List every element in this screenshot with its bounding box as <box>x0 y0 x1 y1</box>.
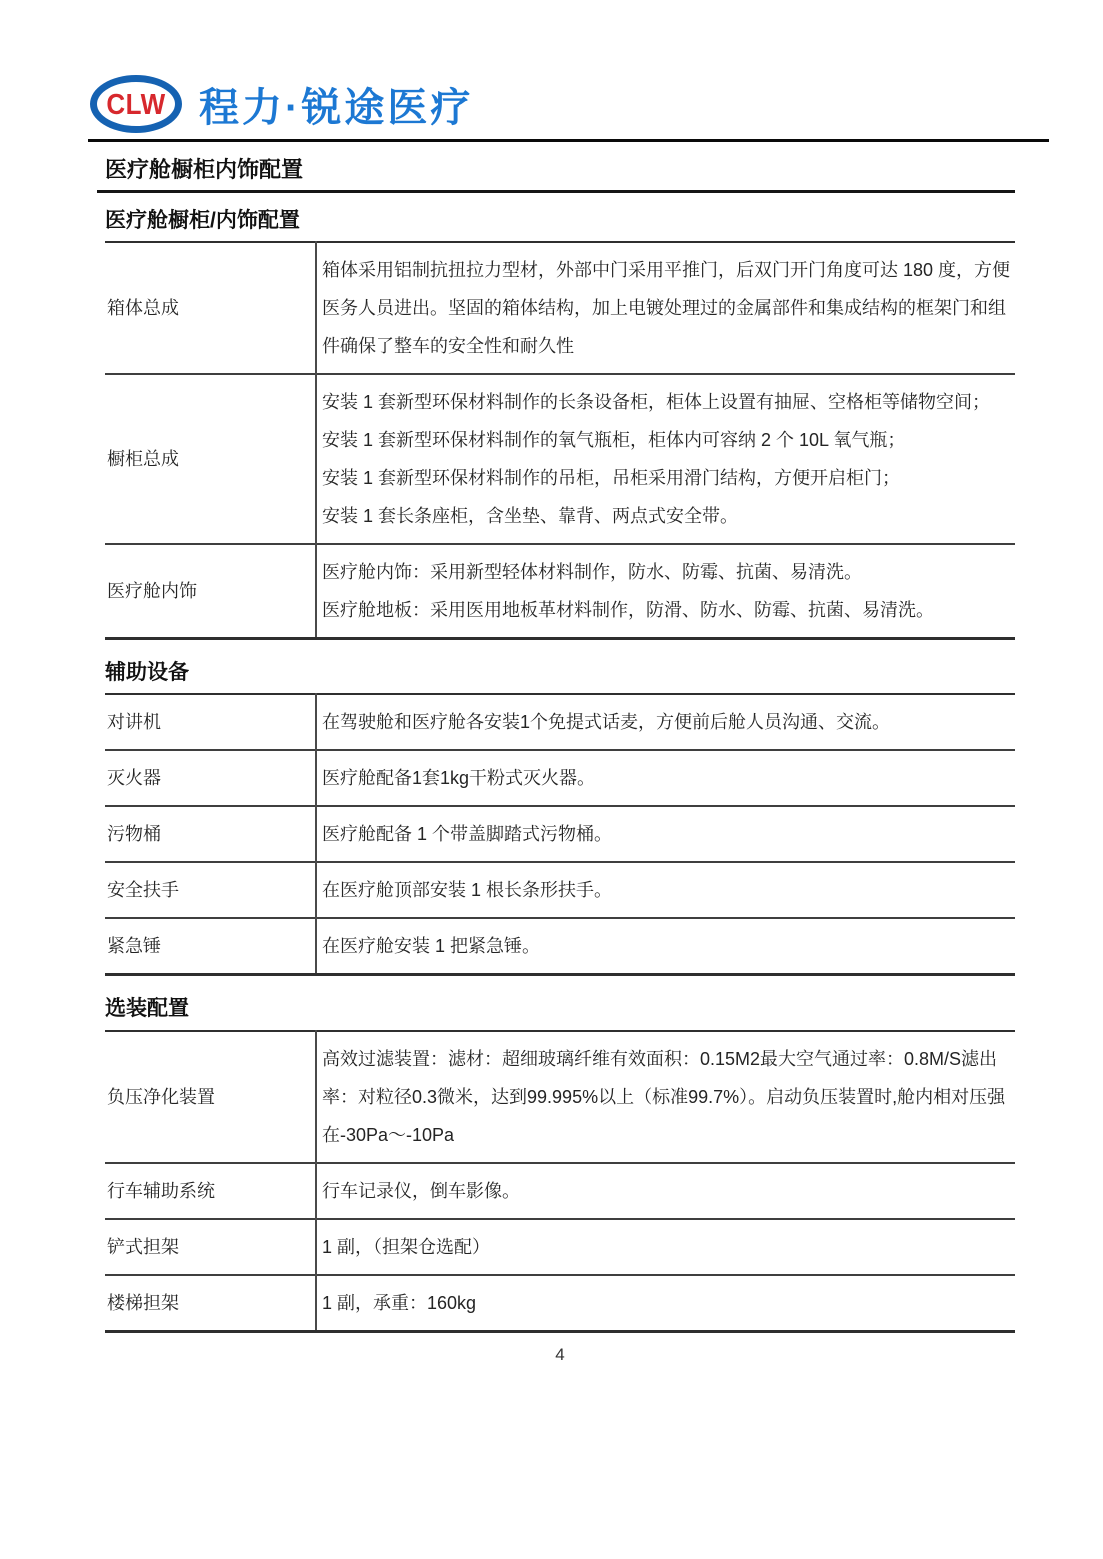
row-value <box>316 1275 1015 1332</box>
row-label: 紧急锤 <box>105 918 316 975</box>
table-row <box>105 242 1015 374</box>
section-heading: 医疗舱橱柜/内饰配置 <box>105 208 300 232</box>
config-table <box>105 1030 1015 1333</box>
section-heading: 辅助设备 <box>105 661 189 685</box>
row-value <box>316 544 1015 639</box>
table-row <box>105 862 1015 918</box>
table-row <box>105 806 1015 862</box>
row-value-line: 行车记录仪，倒车影像。 <box>322 1180 520 1201</box>
brand-name: 程力·锐途医疗 <box>199 85 474 130</box>
section-2 <box>105 996 1015 1332</box>
row-value <box>316 1163 1015 1219</box>
row-value <box>316 806 1015 862</box>
row-value <box>316 918 1015 975</box>
section-0 <box>105 208 1015 640</box>
config-table <box>105 241 1015 640</box>
row-value <box>316 1031 1015 1163</box>
section-heading: 选装配置 <box>105 997 189 1021</box>
table-row <box>105 1275 1015 1332</box>
row-value-line: 箱体采用铝制抗扭拉力型材，外部中门采用平推门，后双门开门角度可达 180 度，方便医务人员进出。坚固的箱体结构，加上电镀处理过的金属部件和集成结构的框架门和组件确保了整车的安全性和耐久性 <box>322 260 1011 357</box>
table-row <box>105 374 1015 544</box>
row-label: 铲式担架 <box>105 1219 316 1275</box>
page-number: 4 <box>555 1344 565 1364</box>
row-label: 安全扶手 <box>105 862 316 918</box>
section-1 <box>105 660 1015 976</box>
row-value <box>316 862 1015 918</box>
letterhead <box>0 0 1103 134</box>
clw-logo-badge <box>90 75 182 133</box>
row-value-line: 医疗舱配备 1 个带盖脚踏式污物桶。 <box>322 824 613 845</box>
table-row <box>105 544 1015 639</box>
row-value-line: 在医疗舱安装 1 把紧急锤。 <box>322 936 541 957</box>
clw-logo-text: CLW <box>106 87 166 121</box>
row-label: 对讲机 <box>105 694 316 750</box>
row-value-line: 安装 1 套新型环保材料制作的氧气瓶柜，柜体内可容纳 2 个 10L 氧气瓶； <box>322 430 906 451</box>
table-row <box>105 694 1015 750</box>
row-value-line: 医疗舱配备1套1kg干粉式灭火器。 <box>322 768 596 789</box>
row-value-line: 在驾驶舱和医疗舱各安装1个免提式话麦，方便前后舱人员沟通、交流。 <box>322 712 891 733</box>
row-label: 箱体总成 <box>105 242 316 374</box>
content <box>0 157 1103 1365</box>
page-title: 医疗舱橱柜内饰配置 <box>97 157 1015 193</box>
row-label: 负压净化装置 <box>105 1031 316 1163</box>
row-value <box>316 694 1015 750</box>
row-value-line: 安装 1 套新型环保材料制作的吊柜，吊柜采用滑门结构，方便开启柜门； <box>322 468 901 489</box>
config-table <box>105 693 1015 976</box>
letterhead-divider <box>88 139 1049 142</box>
table-row <box>105 1031 1015 1163</box>
row-value-line: 在医疗舱顶部安装 1 根长条形扶手。 <box>322 880 613 901</box>
row-value-line: 1 副，承重：160kg <box>322 1292 477 1313</box>
row-label: 橱柜总成 <box>105 374 316 544</box>
row-value <box>316 374 1015 544</box>
row-label: 污物桶 <box>105 806 316 862</box>
row-value-line: 医疗舱地板：采用医用地板革材料制作，防滑、防水、防霉、抗菌、易清洗。 <box>322 600 934 621</box>
row-value-line: 医疗舱内饰：采用新型轻体材料制作，防水、防霉、抗菌、易清洗。 <box>322 562 862 583</box>
row-value-line: 安装 1 套新型环保材料制作的长条设备柜，柜体上设置有抽屉、空格柜等储物空间； <box>322 392 991 413</box>
sections <box>105 208 1015 1333</box>
row-value-line: 高效过滤装置：滤材：超细玻璃纤维有效面积：0.15M2最大空气通过率：0.8M/S滤出率：对粒径0.3微米，达到99.995%以上（标准99.7%）。启动负压装置时,舱内相对压强在-30Pa～-10Pa <box>322 1048 1006 1145</box>
row-value <box>316 1219 1015 1275</box>
row-value-line: 安装 1 套长条座柜，含坐垫、靠背、两点式安全带。 <box>322 506 739 527</box>
row-label: 楼梯担架 <box>105 1275 316 1332</box>
page-footer <box>105 1345 1015 1365</box>
table-row <box>105 1163 1015 1219</box>
table-row <box>105 918 1015 975</box>
row-value <box>316 750 1015 806</box>
row-label: 灭火器 <box>105 750 316 806</box>
row-value-line: 1 副，（担架仓选配） <box>322 1236 491 1257</box>
table-row <box>105 750 1015 806</box>
table-row <box>105 1219 1015 1275</box>
row-value <box>316 242 1015 374</box>
row-label: 行车辅助系统 <box>105 1163 316 1219</box>
row-label: 医疗舱内饰 <box>105 544 316 639</box>
